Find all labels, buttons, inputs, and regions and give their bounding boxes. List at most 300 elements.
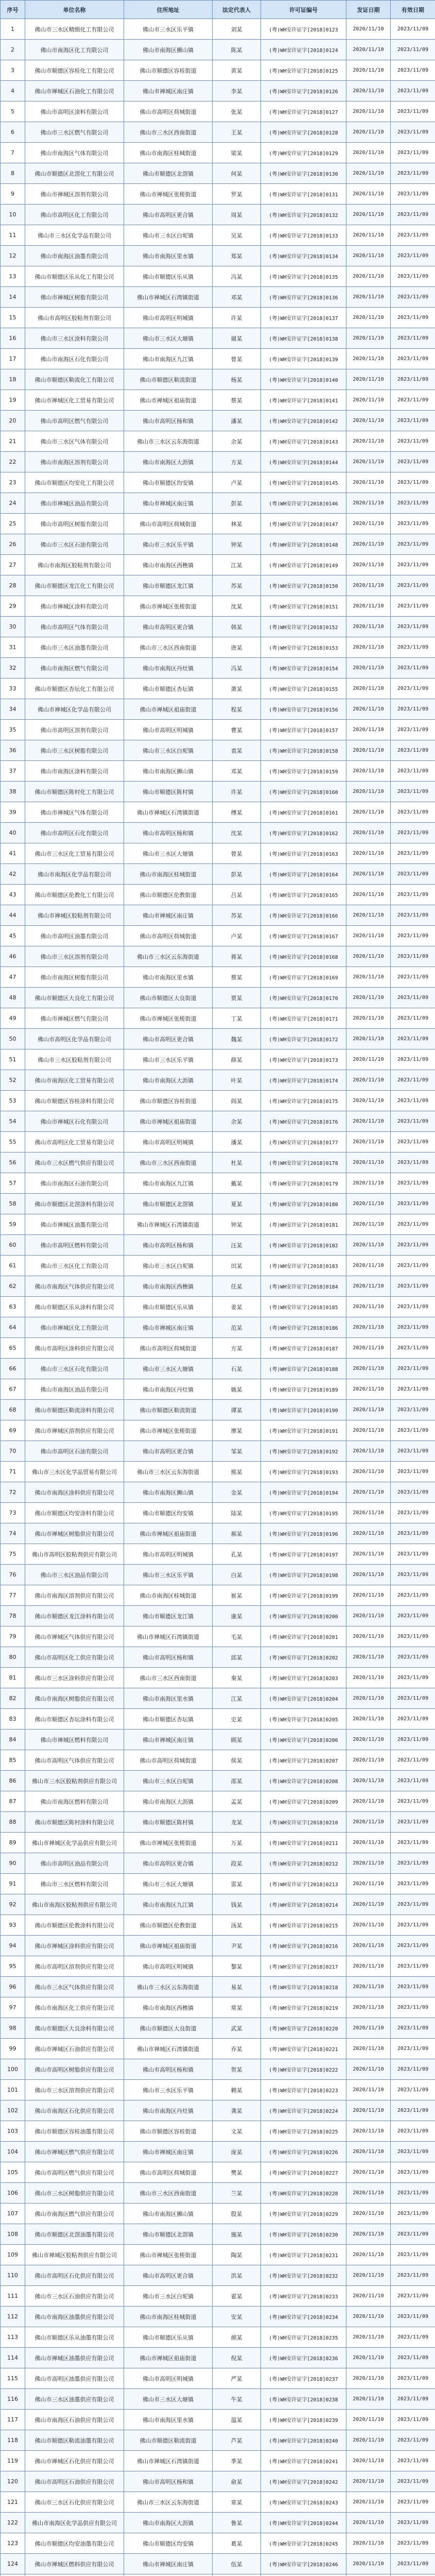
cell-no: 119 <box>1 2451 25 2471</box>
cell-address: 佛山市顺德区乐从镇 <box>124 1297 213 1317</box>
cell-expiry-date: 2023/11/09 <box>391 2327 435 2348</box>
cell-issue-date: 2020/11/10 <box>346 946 391 967</box>
cell-representative: 易某 <box>213 1977 261 1997</box>
cell-name: 佛山市禅城区溶剂供应有限公司 <box>25 1420 124 1441</box>
cell-no: 56 <box>1 1153 25 1173</box>
cell-no: 29 <box>1 596 25 617</box>
cell-no: 41 <box>1 843 25 864</box>
cell-no: 105 <box>1 2162 25 2183</box>
cell-name: 佛山市三水区化学品有限公司 <box>25 225 124 246</box>
cell-representative: 余某 <box>213 1111 261 1132</box>
cell-name: 佛山市三水区油墨供应有限公司 <box>25 2389 124 2410</box>
cell-name: 佛山市南海区燃料有限公司 <box>25 1791 124 1812</box>
cell-expiry-date: 2023/11/09 <box>391 2368 435 2389</box>
cell-issue-date: 2020/11/10 <box>346 2286 391 2307</box>
cell-address: 佛山市顺德区容桂街道 <box>124 1091 213 1111</box>
cell-expiry-date: 2023/11/09 <box>391 2513 435 2533</box>
cell-issue-date: 2020/11/10 <box>346 1771 391 1791</box>
cell-name: 佛山市三水区油墨有限公司 <box>25 637 124 658</box>
table-row <box>1 411 435 431</box>
cell-expiry-date: 2023/11/09 <box>391 1276 435 1297</box>
cell-address: 佛山市顺德区龙江镇 <box>124 575 213 596</box>
cell-no: 107 <box>1 2204 25 2224</box>
cell-representative: 方某 <box>213 452 261 472</box>
cell-no: 10 <box>1 205 25 225</box>
cell-certificate: (粤)WH安许证字[2018]0179 <box>261 1173 346 1194</box>
cell-no: 39 <box>1 802 25 823</box>
table-row <box>1 2265 435 2286</box>
cell-issue-date: 2020/11/10 <box>346 2368 391 2389</box>
cell-address: 佛山市南海区桂城街道 <box>124 2307 213 2327</box>
cell-address: 佛山市顺德区大良街道 <box>124 2018 213 2039</box>
cell-name: 佛山市禅城区化学品供应有限公司 <box>25 1833 124 1853</box>
cell-expiry-date: 2023/11/09 <box>391 1441 435 1462</box>
cell-name: 佛山市高明区化工有限公司 <box>25 205 124 225</box>
cell-representative: 杨某 <box>213 369 261 390</box>
cell-no: 17 <box>1 349 25 369</box>
table-row <box>1 2533 435 2554</box>
cell-issue-date: 2020/11/10 <box>346 534 391 555</box>
cell-no: 80 <box>1 1647 25 1668</box>
cell-address: 佛山市三水区大塘镇 <box>124 1874 213 1894</box>
cell-certificate: (粤)WH安许证字[2018]0145 <box>261 472 346 493</box>
cell-expiry-date: 2023/11/09 <box>391 2100 435 2121</box>
cell-issue-date: 2020/11/10 <box>346 2554 391 2574</box>
cell-no: 72 <box>1 1482 25 1503</box>
cell-issue-date: 2020/11/10 <box>346 122 391 143</box>
cell-issue-date: 2020/11/10 <box>346 1936 391 1956</box>
cell-name: 佛山市三水区涂料供应有限公司 <box>25 1668 124 1688</box>
table-row <box>1 2100 435 2121</box>
cell-representative: 庞某 <box>213 2142 261 2162</box>
cell-address: 佛山市禅城区南庄镇 <box>124 81 213 101</box>
cell-name: 佛山市三水区燃气有限公司 <box>25 122 124 143</box>
cell-no: 60 <box>1 1235 25 1256</box>
table-row <box>1 40 435 60</box>
cell-representative: 季某 <box>213 2451 261 2471</box>
cell-name: 佛山市禅城区油品有限公司 <box>25 493 124 514</box>
cell-address: 佛山市高明区荷城街道 <box>124 1338 213 1359</box>
cell-certificate: (粤)WH安许证字[2018]0209 <box>261 1791 346 1812</box>
cell-expiry-date: 2023/11/09 <box>391 2183 435 2204</box>
cell-certificate: (粤)WH安许证字[2018]0204 <box>261 1688 346 1709</box>
cell-representative: 冯某 <box>213 658 261 679</box>
cell-name: 佛山市高明区胶粘剂供应有限公司 <box>25 1544 124 1565</box>
cell-certificate: (粤)WH安许证字[2018]0185 <box>261 1297 346 1317</box>
cell-no: 73 <box>1 1503 25 1523</box>
cell-name: 佛山市三水区溶剂供应有限公司 <box>25 2080 124 2100</box>
table-row <box>1 720 435 740</box>
cell-address: 佛山市三水区云东海街道 <box>124 1462 213 1482</box>
table-row <box>1 2162 435 2183</box>
cell-representative: 牛某 <box>213 2389 261 2410</box>
cell-representative: 潘某 <box>213 1132 261 1153</box>
cell-expiry-date: 2023/11/09 <box>391 2162 435 2183</box>
cell-certificate: (粤)WH安许证字[2018]0129 <box>261 143 346 163</box>
cell-address: 佛山市高明区更合镇 <box>124 1853 213 1874</box>
cell-no: 21 <box>1 431 25 452</box>
cell-name: 佛山市顺德区勒流涂料有限公司 <box>25 1400 124 1420</box>
cell-issue-date: 2020/11/10 <box>346 2059 391 2080</box>
table-row <box>1 1709 435 1730</box>
header-no: 序号 <box>1 1 25 19</box>
cell-address: 佛山市禅城区张槎街道 <box>124 1008 213 1029</box>
table-row <box>1 1977 435 1997</box>
cell-address: 佛山市禅城区张槎街道 <box>124 1420 213 1441</box>
cell-name: 佛山市南海区树脂有限公司 <box>25 967 124 988</box>
cell-representative: 魏某 <box>213 1029 261 1049</box>
table-row <box>1 1070 435 1091</box>
cell-representative: 俞某 <box>213 2471 261 2492</box>
cell-representative: 温某 <box>213 2410 261 2430</box>
cell-certificate: (粤)WH安许证字[2018]0159 <box>261 761 346 782</box>
cell-address: 佛山市三水区大塘镇 <box>124 843 213 864</box>
cell-name: 佛山市三水区油品有限公司 <box>25 1565 124 1585</box>
cell-name: 佛山市三水区化学品贸易有限公司 <box>25 1462 124 1482</box>
cell-representative: 金某 <box>213 1482 261 1503</box>
cell-representative: 何某 <box>213 163 261 184</box>
cell-no: 96 <box>1 1977 25 1997</box>
cell-address: 佛山市南海区桂城街道 <box>124 864 213 885</box>
table-row <box>1 1235 435 1256</box>
cell-certificate: (粤)WH安许证字[2018]0156 <box>261 699 346 720</box>
cell-no: 123 <box>1 2533 25 2554</box>
cell-representative: 万某 <box>213 1833 261 1853</box>
cell-name: 佛山市南海区气体供应有限公司 <box>25 1276 124 1297</box>
cell-address: 佛山市三水区大塘镇 <box>124 1359 213 1379</box>
cell-certificate: (粤)WH安许证字[2018]0137 <box>261 308 346 328</box>
table-row <box>1 452 435 472</box>
table-row <box>1 637 435 658</box>
cell-name: 佛山市高明区石化供应有限公司 <box>25 2265 124 2286</box>
cell-representative: 蔡某 <box>213 390 261 411</box>
cell-address: 佛山市禅城区张槎街道 <box>124 2245 213 2265</box>
cell-certificate: (粤)WH安许证字[2018]0191 <box>261 1420 346 1441</box>
table-row <box>1 575 435 596</box>
cell-representative: 钱某 <box>213 1894 261 1915</box>
cell-expiry-date: 2023/11/09 <box>391 1070 435 1091</box>
cell-no: 76 <box>1 1565 25 1585</box>
table-row <box>1 864 435 885</box>
cell-expiry-date: 2023/11/09 <box>391 431 435 452</box>
cell-address: 佛山市顺德区北滘镇 <box>124 1194 213 1214</box>
cell-name: 佛山市禅城区燃料供应有限公司 <box>25 2554 124 2574</box>
cell-name: 佛山市顺德区伦教涂料有限公司 <box>25 1915 124 1936</box>
cell-certificate: (粤)WH安许证字[2018]0195 <box>261 1503 346 1523</box>
cell-no: 36 <box>1 740 25 761</box>
cell-name: 佛山市高明区树脂有限公司 <box>25 514 124 534</box>
cell-certificate: (粤)WH安许证字[2018]0151 <box>261 596 346 617</box>
cell-representative: 侯某 <box>213 1750 261 1771</box>
cell-issue-date: 2020/11/10 <box>346 1730 391 1750</box>
cell-name: 佛山市三水区树脂有限公司 <box>25 740 124 761</box>
cell-representative: 倪某 <box>213 2348 261 2368</box>
cell-representative: 赖某 <box>213 2080 261 2100</box>
cell-name: 佛山市高明区溶剂有限公司 <box>25 720 124 740</box>
cell-name: 佛山市南海区胶粘剂供应有限公司 <box>25 1894 124 1915</box>
cell-no: 101 <box>1 2080 25 2100</box>
cell-no: 52 <box>1 1070 25 1091</box>
cell-expiry-date: 2023/11/09 <box>391 452 435 472</box>
cell-expiry-date: 2023/11/09 <box>391 926 435 946</box>
cell-expiry-date: 2023/11/09 <box>391 205 435 225</box>
cell-expiry-date: 2023/11/09 <box>391 1235 435 1256</box>
cell-representative: 钟某 <box>213 1214 261 1235</box>
cell-representative: 邱某 <box>213 1647 261 1668</box>
cell-expiry-date: 2023/11/09 <box>391 1956 435 1977</box>
table-row <box>1 1420 435 1441</box>
cell-address: 佛山市禅城区南庄镇 <box>124 1730 213 1750</box>
cell-certificate: (粤)WH安许证字[2018]0214 <box>261 1894 346 1915</box>
cell-representative: 卢某 <box>213 472 261 493</box>
table-row <box>1 740 435 761</box>
cell-name: 佛山市南海区油品有限公司 <box>25 1379 124 1400</box>
cell-certificate: (粤)WH安许证字[2018]0236 <box>261 2348 346 2368</box>
cell-no: 70 <box>1 1441 25 1462</box>
cell-issue-date: 2020/11/10 <box>346 2451 391 2471</box>
cell-issue-date: 2020/11/10 <box>346 679 391 699</box>
cell-name: 佛山市南海区涂料有限公司 <box>25 761 124 782</box>
cell-no: 84 <box>1 1730 25 1750</box>
table-row <box>1 679 435 699</box>
header-expiry-date: 有效日期 <box>391 1 435 19</box>
cell-name: 佛山市顺德区容桂化工有限公司 <box>25 60 124 81</box>
cell-address: 佛山市三水区西南街道 <box>124 1668 213 1688</box>
cell-name: 佛山市南海区涂料供应有限公司 <box>25 1482 124 1503</box>
cell-name: 佛山市南海区化学品供应有限公司 <box>25 2513 124 2533</box>
cell-expiry-date: 2023/11/09 <box>391 2533 435 2554</box>
cell-certificate: (粤)WH安许证字[2018]0157 <box>261 720 346 740</box>
cell-address: 佛山市禅城区祖庙街道 <box>124 699 213 720</box>
cell-no: 77 <box>1 1585 25 1606</box>
cell-issue-date: 2020/11/10 <box>346 2492 391 2513</box>
table-row <box>1 596 435 617</box>
cell-address: 佛山市三水区乐平镇 <box>124 19 213 40</box>
cell-issue-date: 2020/11/10 <box>346 2100 391 2121</box>
cell-certificate: (粤)WH安许证字[2018]0197 <box>261 1544 346 1565</box>
cell-expiry-date: 2023/11/09 <box>391 1420 435 1441</box>
table-row <box>1 1379 435 1400</box>
table-row <box>1 1153 435 1173</box>
cell-issue-date: 2020/11/10 <box>346 864 391 885</box>
cell-issue-date: 2020/11/10 <box>346 493 391 514</box>
cell-issue-date: 2020/11/10 <box>346 246 391 266</box>
cell-address: 佛山市南海区九江镇 <box>124 349 213 369</box>
cell-name: 佛山市三水区化工有限公司 <box>25 1256 124 1276</box>
cell-address: 佛山市高明区杨和镇 <box>124 2471 213 2492</box>
cell-address: 佛山市高明区荷城街道 <box>124 1750 213 1771</box>
cell-name: 佛山市三水区石化供应有限公司 <box>25 2492 124 2513</box>
cell-name: 佛山市顺德区龙江涂料有限公司 <box>25 1606 124 1626</box>
cell-no: 15 <box>1 308 25 328</box>
cell-no: 5 <box>1 101 25 122</box>
cell-address: 佛山市高明区荷城街道 <box>124 2162 213 2183</box>
cell-expiry-date: 2023/11/09 <box>391 101 435 122</box>
table-row <box>1 2513 435 2533</box>
table-row <box>1 2080 435 2100</box>
cell-representative: 龚某 <box>213 2100 261 2121</box>
cell-no: 87 <box>1 1791 25 1812</box>
cell-no: 45 <box>1 926 25 946</box>
table-row <box>1 101 435 122</box>
cell-name: 佛山市南海区化工贸易有限公司 <box>25 1070 124 1091</box>
cell-name: 佛山市禅城区化工有限公司 <box>25 1317 124 1338</box>
cell-representative: 陆某 <box>213 1503 261 1523</box>
cell-representative: 陶某 <box>213 2245 261 2265</box>
cell-representative: 龙某 <box>213 1812 261 1833</box>
cell-expiry-date: 2023/11/09 <box>391 2059 435 2080</box>
cell-issue-date: 2020/11/10 <box>346 1441 391 1462</box>
cell-certificate: (粤)WH安许证字[2018]0244 <box>261 2513 346 2533</box>
cell-representative: 秦某 <box>213 1668 261 1688</box>
cell-certificate: (粤)WH安许证字[2018]0171 <box>261 1008 346 1029</box>
table-row <box>1 1915 435 1936</box>
cell-representative: 曾某 <box>213 843 261 864</box>
cell-no: 47 <box>1 967 25 988</box>
cell-certificate: (粤)WH安许证字[2018]0163 <box>261 843 346 864</box>
cell-expiry-date: 2023/11/09 <box>391 2245 435 2265</box>
cell-address: 佛山市顺德区陈村镇 <box>124 782 213 802</box>
cell-certificate: (粤)WH安许证字[2018]0213 <box>261 1874 346 1894</box>
cell-address: 佛山市禅城区祖庙街道 <box>124 1936 213 1956</box>
cell-address: 佛山市禅城区南庄镇 <box>124 1317 213 1338</box>
cell-expiry-date: 2023/11/09 <box>391 1400 435 1420</box>
cell-issue-date: 2020/11/10 <box>346 19 391 40</box>
table-row <box>1 2142 435 2162</box>
cell-address: 佛山市高明区荷城街道 <box>124 514 213 534</box>
cell-name: 佛山市禅城区溶剂有限公司 <box>25 184 124 205</box>
cell-expiry-date: 2023/11/09 <box>391 2286 435 2307</box>
table-row <box>1 2245 435 2265</box>
cell-expiry-date: 2023/11/09 <box>391 1812 435 1833</box>
table-row <box>1 1626 435 1647</box>
cell-address: 佛山市三水区大塘镇 <box>124 328 213 349</box>
cell-no <box>1 2574 25 2576</box>
cell-no: 81 <box>1 1668 25 1688</box>
table-row <box>1 349 435 369</box>
cell-certificate: (粤)WH安许证字[2018]0140 <box>261 369 346 390</box>
table-row <box>1 988 435 1008</box>
cell-address: 佛山市南海区狮山镇 <box>124 761 213 782</box>
cell-no: 51 <box>1 1049 25 1070</box>
cell-no: 90 <box>1 1853 25 1874</box>
cell-name: 佛山市顺德区伦教化工有限公司 <box>25 885 124 905</box>
cell-name: 佛山市顺德区乐从化工有限公司 <box>25 266 124 287</box>
cell-issue-date: 2020/11/10 <box>346 1235 391 1256</box>
cell-name: 佛山市南海区树脂供应有限公司 <box>25 1688 124 1709</box>
table-row <box>1 1503 435 1523</box>
cell-certificate: (粤)WH安许证字[2018]0128 <box>261 122 346 143</box>
cell-name: 佛山市禅城区胶粘剂供应有限公司 <box>25 2245 124 2265</box>
cell-representative: 贾某 <box>213 988 261 1008</box>
cell-issue-date: 2020/11/10 <box>346 411 391 431</box>
cell-address: 佛山市顺德区均安镇 <box>124 2533 213 2554</box>
cell-expiry-date: 2023/11/09 <box>391 1730 435 1750</box>
cell-expiry-date: 2023/11/09 <box>391 2039 435 2059</box>
cell-name: 佛山市高明区燃气有限公司 <box>25 411 124 431</box>
cell-certificate: (粤)WH安许证字[2018]0147 <box>261 514 346 534</box>
cell-expiry-date: 2023/11/09 <box>391 658 435 679</box>
cell-name: 佛山市南海区油墨供应有限公司 <box>25 2307 124 2327</box>
cell-issue-date: 2020/11/10 <box>346 802 391 823</box>
cell-representative: 颜某 <box>213 2327 261 2348</box>
cell-expiry-date: 2023/11/09 <box>391 1482 435 1503</box>
cell-no: 26 <box>1 534 25 555</box>
cell-issue-date: 2020/11/10 <box>346 2265 391 2286</box>
cell-address: 佛山市顺德区容桂街道 <box>124 60 213 81</box>
cell-address: 佛山市顺德区伦教街道 <box>124 885 213 905</box>
cell-address: 佛山市高明区荷城街道 <box>124 926 213 946</box>
cell-issue-date: 2020/11/10 <box>346 1791 391 1812</box>
cell-expiry-date: 2023/11/09 <box>391 1709 435 1730</box>
cell-name: 佛山市顺德区乐从油墨有限公司 <box>25 2327 124 2348</box>
cell-expiry-date: 2023/11/09 <box>391 81 435 101</box>
cell-name: 佛山市三水区化工贸易有限公司 <box>25 843 124 864</box>
cell-expiry-date: 2023/11/09 <box>391 1256 435 1276</box>
cell-issue-date: 2020/11/10 <box>346 184 391 205</box>
table-row <box>1 967 435 988</box>
cell-issue-date: 2020/11/10 <box>346 1585 391 1606</box>
cell-representative: 葛某 <box>213 2533 261 2554</box>
cell-name: 佛山市高明区胶粘剂有限公司 <box>25 308 124 328</box>
table-row <box>1 1997 435 2018</box>
cell-address: 佛山市三水区白坭镇 <box>124 740 213 761</box>
cell-name: 佛山市三水区石油有限公司 <box>25 534 124 555</box>
cell-no: 67 <box>1 1379 25 1400</box>
cell-issue-date: 2020/11/10 <box>346 1853 391 1874</box>
cell-issue-date: 2020/11/10 <box>346 905 391 926</box>
table-row <box>1 143 435 163</box>
cell-expiry-date: 2023/11/09 <box>391 740 435 761</box>
cell-issue-date: 2020/11/10 <box>346 555 391 575</box>
cell-certificate: (粤)WH安许证字[2018]0139 <box>261 349 346 369</box>
cell-representative: 雷某 <box>213 1874 261 1894</box>
cell-expiry-date: 2023/11/09 <box>391 2121 435 2142</box>
table-row <box>1 246 435 266</box>
cell-expiry-date: 2023/11/09 <box>391 1049 435 1070</box>
cell-expiry-date: 2023/11/09 <box>391 2348 435 2368</box>
cell-no: 25 <box>1 514 25 534</box>
table-row <box>1 2348 435 2368</box>
table-body <box>1 19 435 2576</box>
cell-issue-date: 2020/11/10 <box>346 60 391 81</box>
cell-name: 佛山市三水区溶剂有限公司 <box>25 946 124 967</box>
cell-no: 121 <box>1 2492 25 2513</box>
cell-representative: 姚某 <box>213 1379 261 1400</box>
table-row <box>1 1317 435 1338</box>
cell-certificate: (粤)WH安许证字[2018]0178 <box>261 1153 346 1173</box>
cell-expiry-date: 2023/11/09 <box>391 2018 435 2039</box>
cell-address: 佛山市高明区更合镇 <box>124 1029 213 1049</box>
cell-name: 佛山市顺德区均安油墨有限公司 <box>25 2533 124 2554</box>
cell-expiry-date: 2023/11/09 <box>391 472 435 493</box>
cell-expiry-date: 2023/11/09 <box>391 596 435 617</box>
cell-expiry-date: 2023/11/09 <box>391 1173 435 1194</box>
cell-name: 佛山市高明区气体供应有限公司 <box>25 1750 124 1771</box>
cell-address: 佛山市顺德区乐从镇 <box>124 2327 213 2348</box>
cell-expiry-date: 2023/11/09 <box>391 946 435 967</box>
cell-address: 佛山市顺德区勒流街道 <box>124 2430 213 2451</box>
cell-address: 佛山市南海区西樵镇 <box>124 1997 213 2018</box>
cell-name: 佛山市三水区胶粘剂有限公司 <box>25 1049 124 1070</box>
cell-expiry-date: 2023/11/09 <box>391 514 435 534</box>
cell-certificate: (粤)WH安许证字[2018]0233 <box>261 2286 346 2307</box>
cell-no: 71 <box>1 1462 25 1482</box>
cell-issue-date: 2020/11/10 <box>346 472 391 493</box>
cell-no: 6 <box>1 122 25 143</box>
cell-certificate: (粤)WH安许证字[2018]0206 <box>261 1730 346 1750</box>
cell-address: 佛山市南海区西樵镇 <box>124 555 213 575</box>
